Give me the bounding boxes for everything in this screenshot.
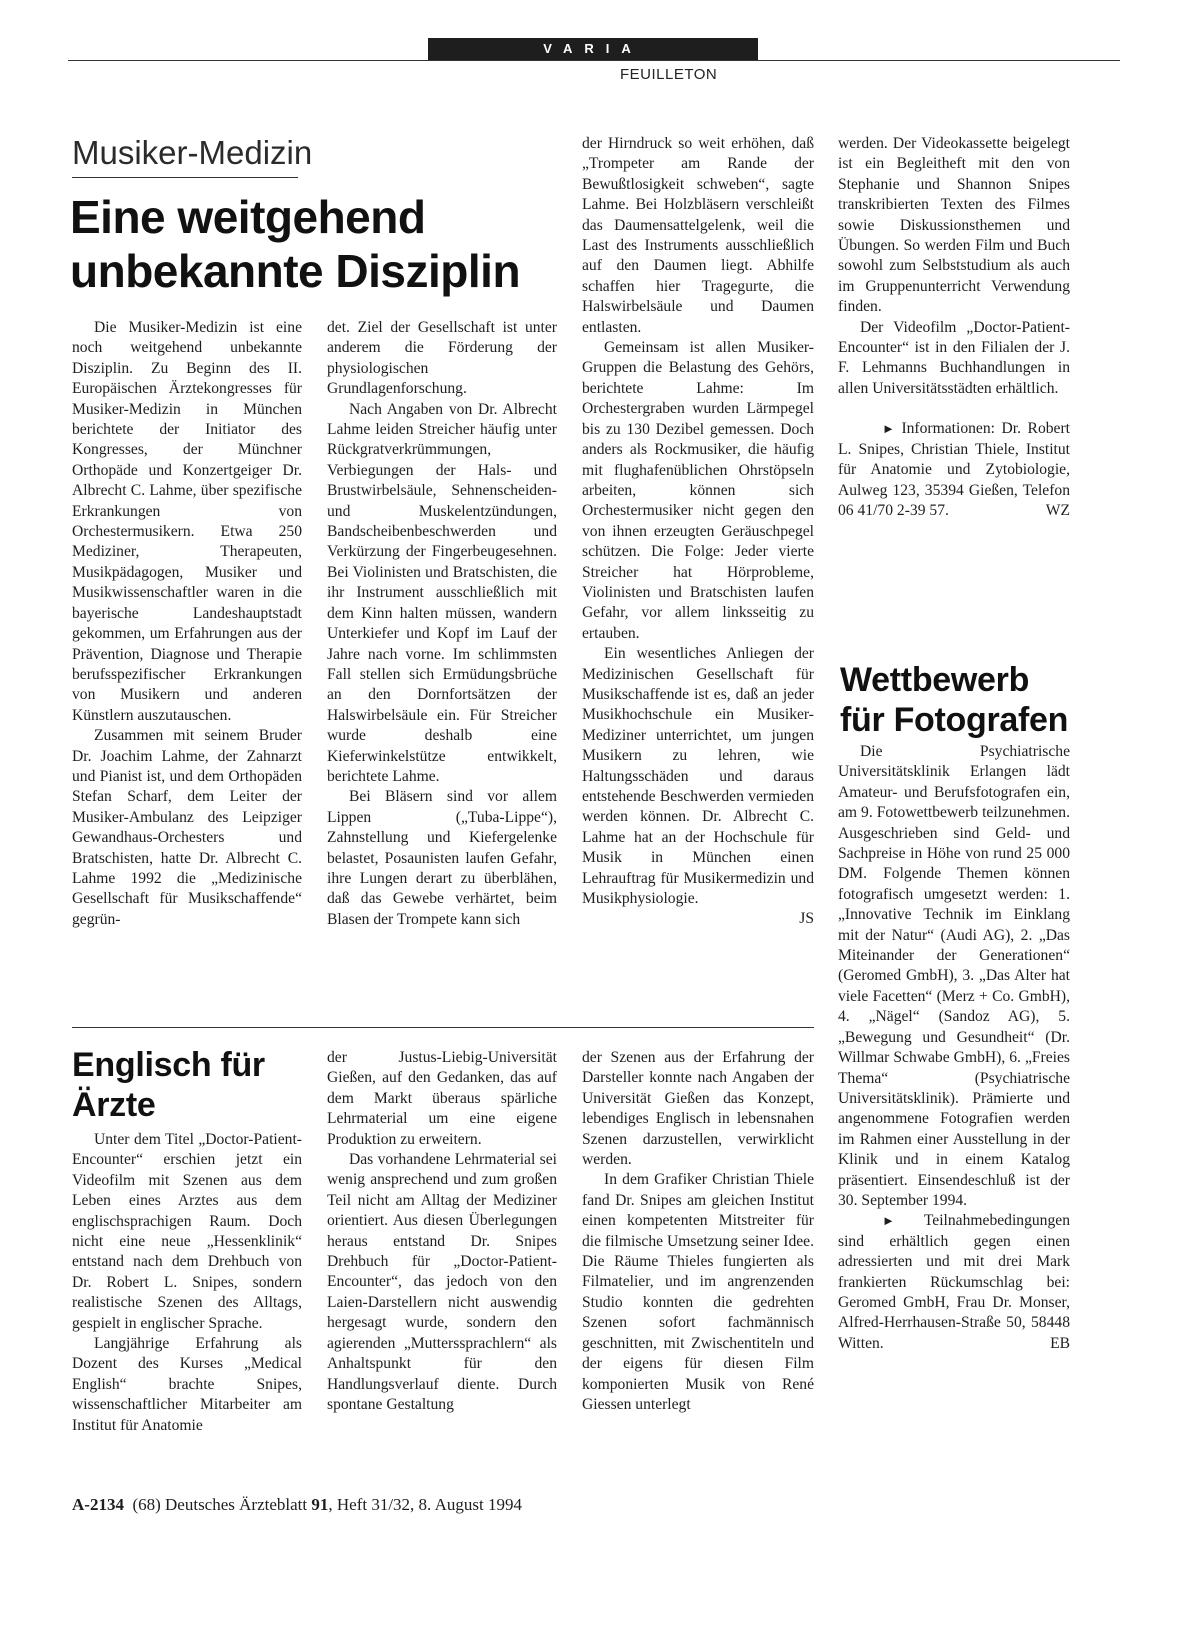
paragraph: Die Musiker-Medizin ist eine noch weitgehend unbekannte Disziplin. Zu Beginn des II. Europäischen Ärztekongresses für Musiker-Medizin in München berichtete der Initiator des Kongresses, der Münchner Orthopäde und Konzertgeiger Dr. Albrecht C. Lahme, über spezifische Erkrankungen von Orchestermusikern. Etwa 250 Mediziner, Therapeuten, Musikpädagogen, Musiker und Musikwissenschaftler waren in die bayerische Landeshauptstadt gekommen, um Erfahrungen aus der Prävention, Diagnose und Therapie berufsspezifischer Erkrankungen von Musikern und anderen Künstlern auszutauschen. (72, 319, 302, 724)
paragraph: det. Ziel der Gesellschaft ist unter anderem die Förderung der physiologischen Grundlagenforschung. (327, 319, 557, 398)
paragraph: Unter dem Titel „Doctor-Patient-Encounter“ erschien jetzt ein Videofilm mit Szenen aus dem Leben eines Arztes aus dem englischsprachigen Raum. Doch nicht eine neue „Hessenklinik“ entstand nach dem Drehbuch von Dr. Robert L. Snipes, sondern realistische Szenen des Alltags, gespielt in englischer Sprache. (72, 1131, 302, 1332)
arrow-icon: ► (882, 421, 895, 437)
article3-column (838, 742, 1070, 1355)
kicker-rule (72, 177, 298, 178)
article2-column-3 (582, 1048, 814, 1415)
section-band (428, 38, 758, 60)
paragraph: der Justus-Liebig-Universität Gießen, auf den Gedanken, das auf dem Markt überaus spärliche Lehrmaterial um eine eigene Produktion zu erweitern. (327, 1049, 557, 1148)
paragraph: Der Videofilm „Doctor-Patient-Encounter“ ist in den Filialen der J. F. Lehmanns Buchhandlungen in allen Universitätsstädten erhältlich. (838, 318, 1070, 397)
article3-headline (840, 660, 1068, 740)
volume-number: 91 (311, 1495, 329, 1514)
paragraph: Gemeinsam ist allen Musiker-Gruppen die Belastung des Gehörs, berichtete Lahme: Im Orchestergraben wurden Lärmpegel bis zu 130 Dezibel gemessen. Doch anders als Rockmusiker, die häufig mit flughafenüblichen Ohrstöpseln arbeiten, können sich Orchestermusiker nicht gegen den von ihnen erzeugten Geräuschpegel schützen. Die Folge: Jeder vierte Streicher hat Hörprobleme, Violinisten und Bratschisten laufen Gefahr, vor allem linksseitig zu ertauben. (582, 339, 814, 642)
arrow-icon: ► (882, 1213, 895, 1229)
headline-line-2: für Fotografen (840, 701, 1069, 739)
paragraph: Zusammen mit seinem Bruder Dr. Joachim Lahme, der Zahnarzt und Pianist ist, und dem Orthopäden Stefan Scharf, dem Leiter der Musiker-Ambulanz des Leipziger Gewandhaus-Orchesters und Bratschisten, hatte Dr. Albrecht C. Lahme 1992 die „Medizinische Gesellschaft für Musikschaffende“ gegrün- (72, 727, 302, 928)
paragraph: Nach Angaben von Dr. Albrecht Lahme leiden Streicher häufig unter Rückgratverkrümmungen, Verbiegungen der Hals- und Brustwirbelsäule, Sehnenscheiden- und Muskelentzündungen, Bandscheibenbeschwerden und Verkürzung der Fingerbeugesehnen. Bei Violinisten und Bratschisten, die ihr Instrument ausschließlich mit dem Kinn halten müssen, wandern Unterkiefer und Kopf im Lauf der Jahre nach vorne. Im schlimmsten Fall stellen sich Ermüdungsbrüche an den Dornfortsätzen der Halswirbelsäule ein. Für Streicher wurde deshalb eine Kieferwinkelstütze entwikkelt, berichtete Lahme. (327, 400, 557, 785)
article-kicker: Musiker-Medizin (72, 134, 313, 171)
issue-date: , Heft 31/32, 8. August 1994 (328, 1495, 522, 1514)
article1-column-3 (582, 134, 814, 930)
paragraph: Ein wesentliches Anliegen der Medizinischen Gesellschaft für Musikschaffende ist es, daß an jeder Musikhochschule ein Musiker-Mediziner unterrichtet, um jungen Musikern zu lehren, wie Haltungsschäden und daraus entstehende Beschwerden vermieden werden können. Dr. Albrecht C. Lahme hat an der Hochschule für Musik in München einen Lehrauftrag für Musikermedizin und Musikphysiologie. (582, 645, 814, 908)
headline-line-1: Wettbewerb (840, 661, 1030, 699)
paragraph: Die Psychiatrische Universitätsklinik Erlangen lädt Amateur- und Berufsfotografen ein, am 9. Fotowettbewerb teilzunehmen. Ausgeschrieben sind Geld- und Sachpreise in Höhe von rund 25 000 DM. Folgende Themen können fotografisch umgesetzt werden: 1. „Innovative Technik im Einklang mit der Natur“ (Audi AG), 2. „Das Miteinander der Generationen“ (Geromed GmbH), 3. „Das Alter hat viele Facetten“ (Merz + Co. GmbH), 4. „Nägel“ (Sandoz AG), 5. „Bewegung und Gesundheit“ (Dr. Willmar Schwabe GmbH), 6. „Freies Thema“ (Psychiatrische Universitätsklinik). Prämierte und angenommene Fotografien werden im Rahmen einer Ausstellung in der Klinik und in einem Katalog präsentiert. Einsendeschluß ist der 30. September 1994. (838, 743, 1070, 1209)
author-sign: EB (1050, 1335, 1070, 1353)
article-headline (70, 190, 520, 298)
headline-line-1: Eine weitgehend (70, 191, 426, 243)
paragraph: Das vorhandene Lehrmaterial sei wenig ansprechend und zum großen Teil nicht am Alltag der Mediziner orientiert. Aus diesen Überlegungen heraus entstand Dr. Snipes Drehbuch für „Doctor-Patient-Encounter“, das jedoch von den Laien-Darstellern nicht auswendig hergesagt wurde, sondern den agierenden „Mutterssprachlern“ als Anhaltspunkt für den Handlungsverlauf diente. Durch spontane Gestaltung (327, 1151, 557, 1413)
header-rule (68, 60, 1120, 61)
info-paragraph (838, 1211, 1070, 1354)
article2-headline (72, 1045, 265, 1125)
section-label: FEUILLETON (620, 66, 718, 83)
page-number: A-2134 (72, 1495, 124, 1514)
headline-line-2: unbekannte Disziplin (70, 245, 521, 297)
journal-name: (68) Deutsches Ärzteblatt (132, 1495, 308, 1514)
paragraph: Langjährige Erfahrung als Dozent des Kurses „Medical English“ brachte Snipes, wissenschaftlicher Mitarbeiter am Institut für Anatomie (72, 1335, 302, 1434)
paragraph: werden. Der Videokassette beigelegt ist ein Begleitheft mit den von Stephanie und Shannon Snipes transkribierten Texten des Filmes sowie Diskussionsthemen und Übungen. So werden Film und Buch sowohl zum Selbststudium als auch im Gruppenunterricht Verwendung finden. (838, 135, 1070, 316)
article1-column-1 (72, 318, 302, 930)
paragraph: der Szenen aus der Erfahrung der Darsteller konnte nach Angaben der Universität Gießen das Konzept, lebendiges Englisch in lebensnahen Szenen darzustellen, verwirklicht werden. (582, 1049, 814, 1169)
article2-column-2 (327, 1048, 557, 1415)
article2-column-4 (838, 134, 1070, 522)
author-sign: WZ (1045, 502, 1070, 520)
section-band-label: VARIA (543, 41, 643, 56)
paragraph: der Hirndruck so weit erhöhen, daß „Trompeter am Rande der Bewußtlosigkeit schweben“, sagte Lahme. Bei Holzbläsern verschleißt das Daumensattelgelenk, weil die Last des Instruments ausschließlich auf den Daumen liegt. Abhilfe schaffen hier Tragegurte, die Halswirbelsäule und Daumen entlasten. (582, 135, 814, 336)
page-footer (72, 1495, 522, 1515)
article-divider (72, 1027, 814, 1028)
headline-line-1: Englisch für (72, 1046, 265, 1084)
info-text: Teilnahmebedingungen sind erhältlich gegen einen adressierten und mit drei Mark frankierten Rückumschlag bei: Geromed GmbH, Frau Dr. Monser, Alfred-Herrhausen-Straße 50, 58448 Witten. (838, 1212, 1070, 1352)
paragraph: In dem Grafiker Christian Thiele fand Dr. Snipes am gleichen Institut einen kompetenten Mitstreiter für die filmische Umsetzung seiner Idee. Die Räume Thieles fungierten als Filmatelier, und im angrenzenden Studio konnten die gedrehten Szenen sofort fachmännisch geschnitten, mit Zwischentiteln und der eigens für diesen Film komponierten Musik von René Giessen unterlegt (582, 1171, 814, 1413)
article1-column-2 (327, 318, 557, 930)
paragraph: Bei Bläsern sind vor allem Lippen („Tuba-Lippe“), Zahnstellung und Kiefergelenke belastet, Posaunisten laufen Gefahr, ihre Lungen derart zu überblähen, daß das Gewebe verhärtet, beim Blasen der Trompete kann sich (327, 788, 557, 928)
author-sign: JS (799, 910, 814, 928)
headline-line-2: Ärzte (72, 1086, 156, 1124)
article2-column-1 (72, 1130, 302, 1436)
info-text: Informationen: Dr. Robert L. Snipes, Christian Thiele, Institut für Anatomie und Zytobiologie, Aulweg 123, 35394 Gießen, Telefon 06 41/70 2-39 57. (838, 420, 1071, 519)
